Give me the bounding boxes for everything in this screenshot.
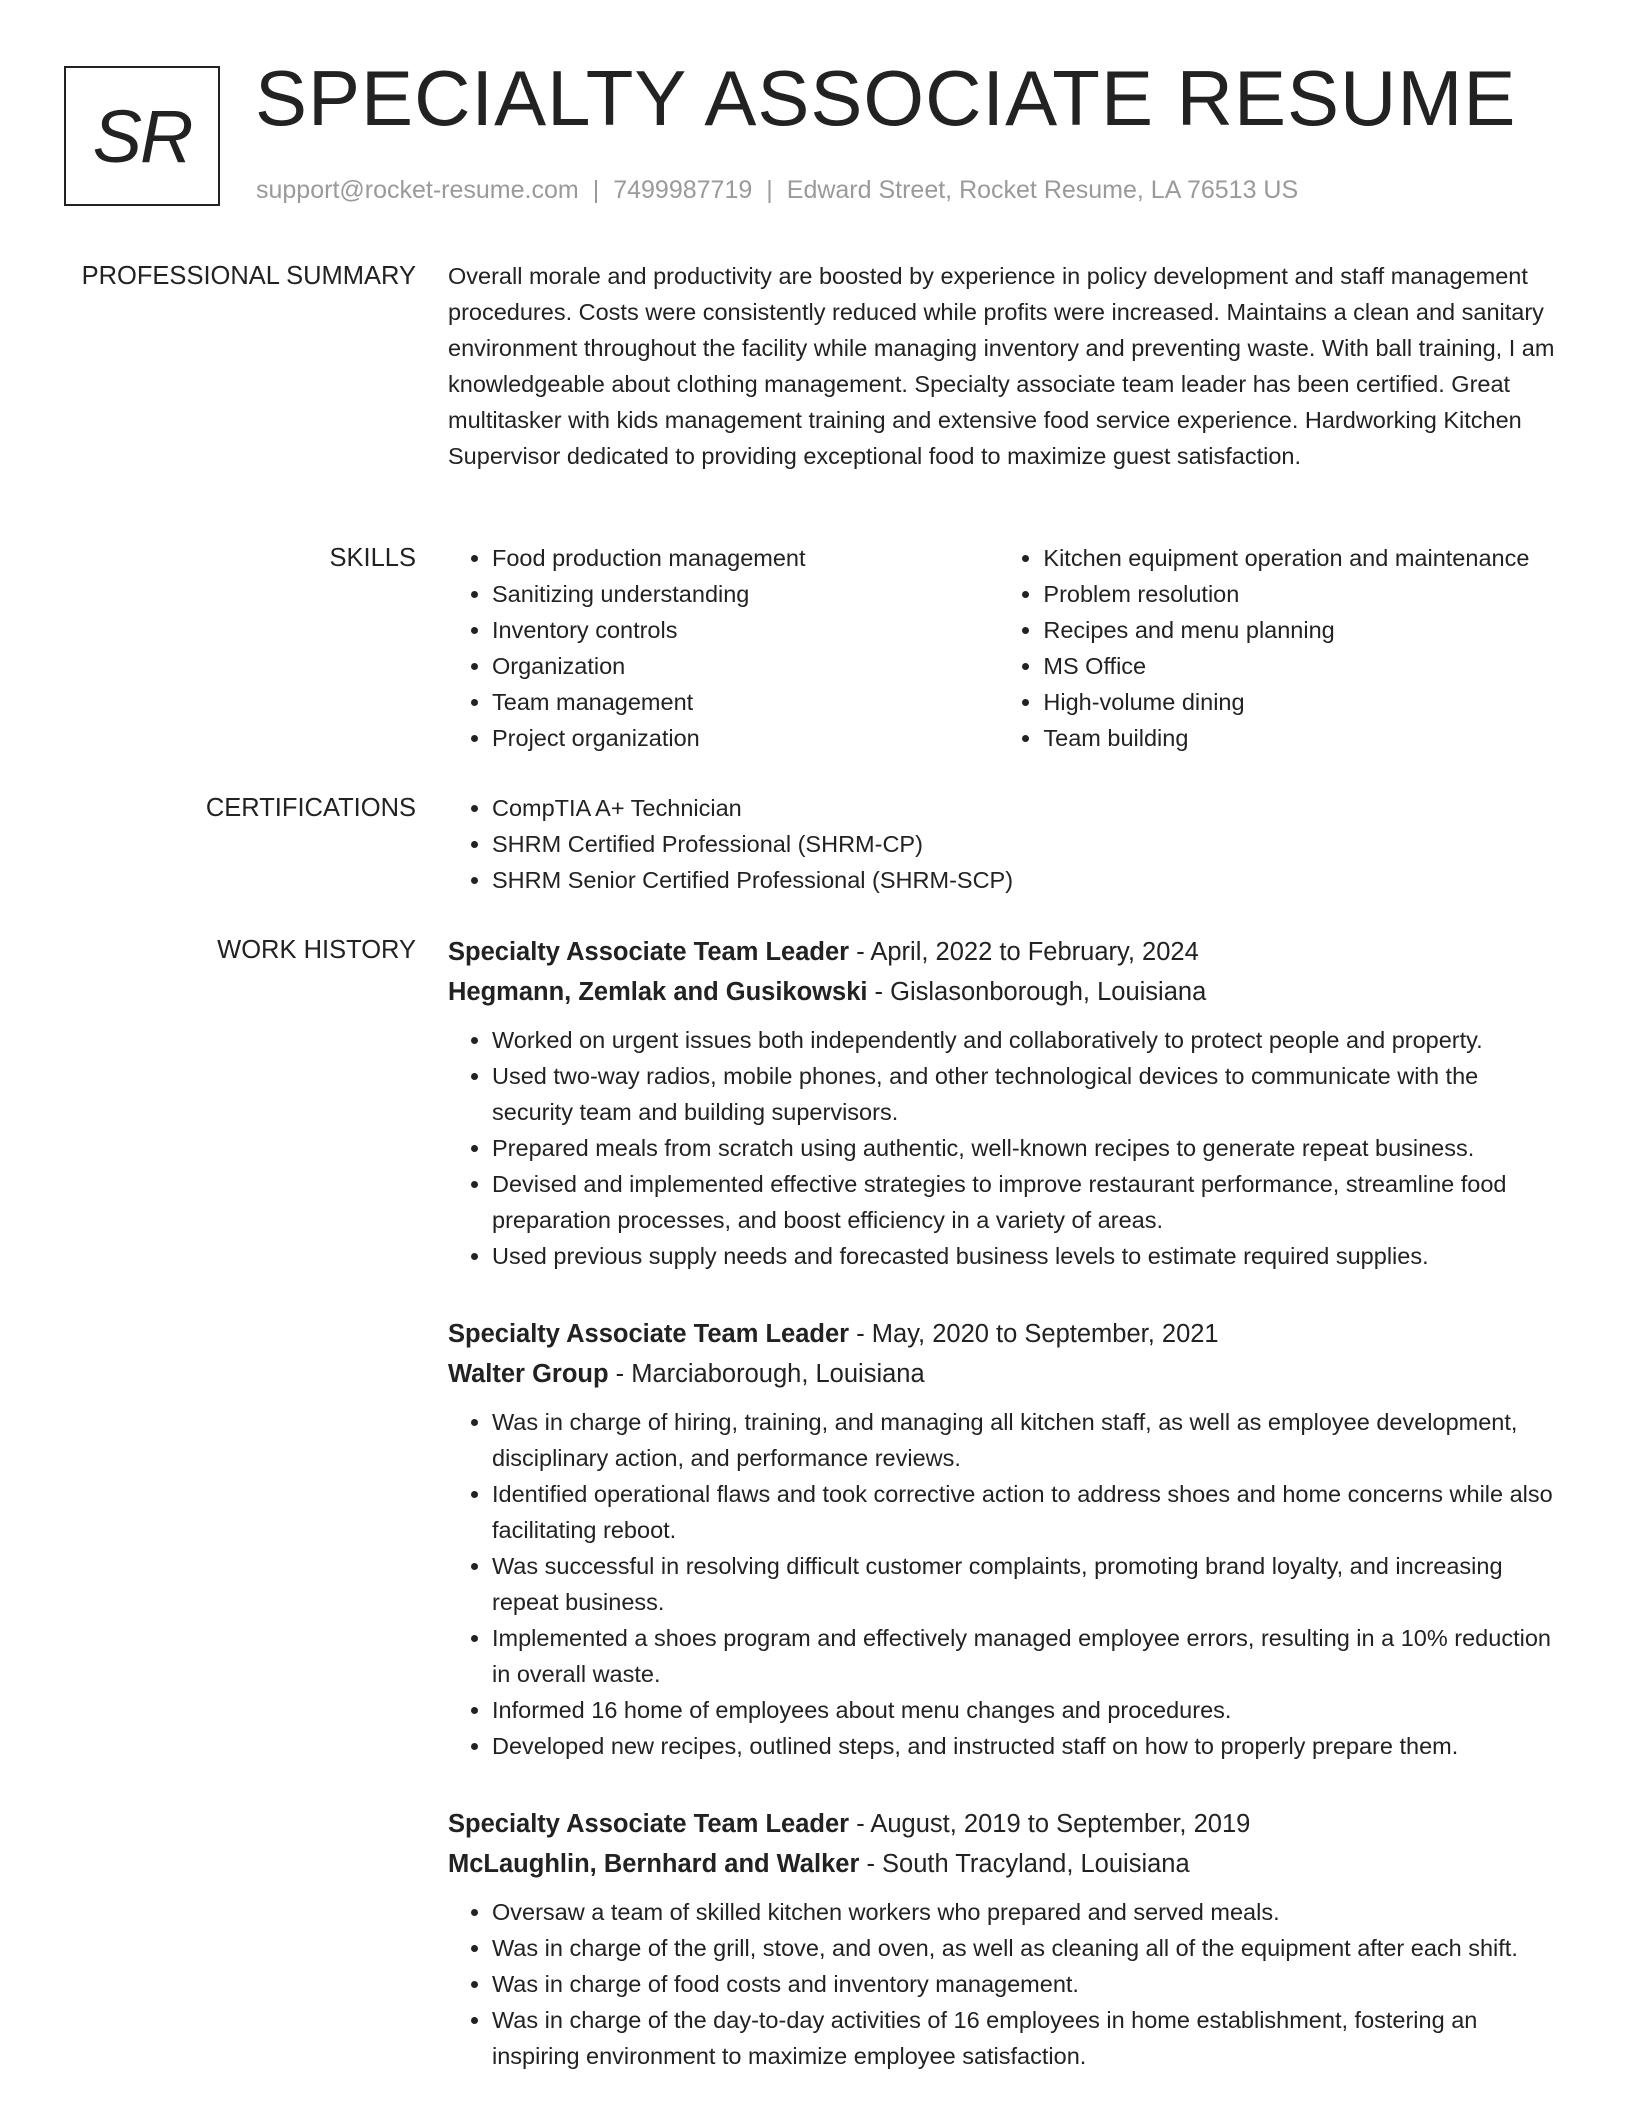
job-entry (448, 1314, 1560, 1764)
monogram: SR (64, 66, 220, 206)
job-company: McLaughlin, Bernhard and Walker (448, 1850, 860, 1878)
contact-separator: | (766, 176, 773, 204)
skill-item: • Team building (1043, 720, 1560, 756)
skills-list-right (999, 540, 1560, 756)
job-dates: - August, 2019 to September, 2019 (849, 1810, 1251, 1838)
skill-item: • MS Office (1043, 648, 1560, 684)
job-bullet: • Devised and implemented effective strategies to improve restaurant performance, streamline food preparation processes, and boost efficiency in a variety of areas. (492, 1166, 1560, 1238)
job-company-line (448, 972, 1560, 1012)
skills-body (448, 540, 1560, 756)
job-company: Walter Group (448, 1360, 609, 1388)
certification-item: • CompTIA A+ Technician (492, 790, 1560, 826)
job-bullet: • Was in charge of hiring, training, and managing all kitchen staff, as well as employee development, disciplinary action, and performance reviews. (492, 1404, 1560, 1476)
job-dates: - April, 2022 to February, 2024 (849, 938, 1199, 966)
section-label: SKILLS (329, 544, 416, 572)
skill-item: • Organization (492, 648, 999, 684)
contact-phone[interactable]: 7499987719 (613, 176, 753, 204)
contact-line (256, 176, 1298, 205)
job-bullet: • Identified operational flaws and took corrective action to address shoes and home concerns while also facilitating reboot. (492, 1476, 1560, 1548)
job-bullets (448, 1404, 1560, 1764)
job-bullets (448, 1022, 1560, 1274)
skill-item: • Project organization (492, 720, 999, 756)
certifications-list (448, 790, 1560, 898)
job-company: Hegmann, Zemlak and Gusikowski (448, 978, 868, 1006)
job-bullet: • Worked on urgent issues both independently and collaboratively to protect people and property. (492, 1022, 1560, 1058)
skill-item: • Recipes and menu planning (1043, 612, 1560, 648)
certification-item: • SHRM Senior Certified Professional (SHRM-SCP) (492, 862, 1560, 898)
job-title: Specialty Associate Team Leader (448, 1810, 850, 1838)
job-bullet: • Oversaw a team of skilled kitchen workers who prepared and served meals. (492, 1894, 1560, 1930)
section-label: PROFESSIONAL SUMMARY (81, 262, 416, 290)
skills-list-left (448, 540, 999, 756)
job-bullet: • Informed 16 home of employees about menu changes and procedures. (492, 1692, 1560, 1728)
job-location: - Marciaborough, Louisiana (608, 1360, 925, 1388)
contact-separator: | (592, 176, 600, 204)
work-history-body (448, 932, 1560, 2114)
skill-item: • High-volume dining (1043, 684, 1560, 720)
skill-item: • Food production management (492, 540, 999, 576)
job-company-line (448, 1844, 1560, 1884)
job-location: - South Tracyland, Louisiana (859, 1850, 1190, 1878)
skill-item: • Problem resolution (1043, 576, 1560, 612)
contact-email[interactable]: support@rocket-resume.com (256, 176, 579, 204)
job-entry (448, 932, 1560, 1274)
section-label: CERTIFICATIONS (205, 794, 416, 822)
resume-title: SPECIALTY ASSOCIATE RESUME (255, 54, 1517, 142)
section-label: WORK HISTORY (217, 936, 416, 964)
job-bullet: • Used previous supply needs and forecasted business levels to estimate required supplies. (492, 1238, 1560, 1274)
job-company-line (448, 1354, 1560, 1394)
job-location: - Gislasonborough, Louisiana (867, 978, 1207, 1006)
skill-item: • Inventory controls (492, 612, 999, 648)
job-title: Specialty Associate Team Leader (448, 938, 850, 966)
job-bullet: • Was in charge of the grill, stove, and oven, as well as cleaning all of the equipment after each shift. (492, 1930, 1560, 1966)
job-bullets (448, 1894, 1560, 2074)
job-title-line (448, 932, 1560, 972)
job-bullet: • Was in charge of food costs and inventory management. (492, 1966, 1560, 2002)
job-entry (448, 1804, 1560, 2074)
certifications-body (448, 790, 1560, 898)
job-title-line (448, 1804, 1560, 1844)
job-bullet: • Implemented a shoes program and effectively managed employee errors, resulting in a 10% reduction in overall waste. (492, 1620, 1560, 1692)
skill-item: • Sanitizing understanding (492, 576, 999, 612)
job-bullet: • Used two-way radios, mobile phones, and other technological devices to communicate with the security team and building supervisors. (492, 1058, 1560, 1130)
job-bullet: • Was successful in resolving difficult customer complaints, promoting brand loyalty, and increasing repeat business. (492, 1548, 1560, 1620)
job-bullet: • Developed new recipes, outlined steps, and instructed staff on how to properly prepare them. (492, 1728, 1560, 1764)
contact-address: Edward Street, Rocket Resume, LA 76513 US (786, 176, 1299, 204)
job-bullet: • Prepared meals from scratch using authentic, well-known recipes to generate repeat business. (492, 1130, 1560, 1166)
job-title: Specialty Associate Team Leader (448, 1320, 850, 1348)
job-dates: - May, 2020 to September, 2021 (849, 1320, 1219, 1348)
skill-item: • Team management (492, 684, 999, 720)
job-bullet: • Was in charge of the day-to-day activities of 16 employees in home establishment, fostering an inspiring environment to maximize employee satisfaction. (492, 2002, 1560, 2074)
certification-item: • SHRM Certified Professional (SHRM-CP) (492, 826, 1560, 862)
skill-item: • Kitchen equipment operation and maintenance (1043, 540, 1560, 576)
job-title-line (448, 1314, 1560, 1354)
summary-text: Overall morale and productivity are boosted by experience in policy development and staff management procedures. Costs were consistently reduced while profits were increased. Maintains a clean and sanitary environment throughout the facility while managing inventory and preventing waste. With ball training, I am knowledgeable about clothing management. Specialty associate team leader has been certified. Great multitasker with kids management training and extensive food service experience. Hardworking Kitchen Supervisor dedicated to providing exceptional food to maximize guest satisfaction. (448, 263, 1555, 469)
